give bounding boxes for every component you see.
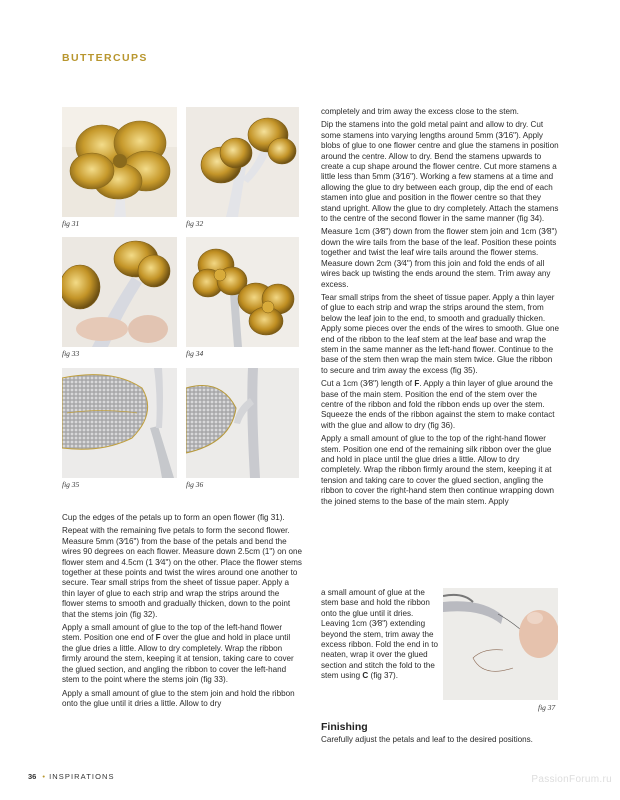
paragraph: completely and trim away the excess close to the stem. (321, 107, 519, 116)
paragraph: Cup the edges of the petals up to form an open flower (fig 31). (62, 513, 285, 522)
paragraph: Measure 1cm (3⁄8") down from the flower stem join and 1cm (3⁄8") down the wire tails from the base of the leaf. Position these points together and twist the leaf wire tails around the flower stems. Measure down 2cm (3⁄4") from this join and fold the ends of all wires back up twisting the ends around the stem. Trim away any excess. (321, 227, 558, 289)
page-footer (28, 772, 115, 781)
photo-fig-32 (186, 107, 299, 217)
paragraph: Carefully adjust the petals and leaf to the desired positions. (321, 735, 533, 745)
right-column-text (321, 107, 559, 507)
paragraph: Dip the stamens into the gold metal paint and allow to dry. Cut some stamens into varying lengths around 5mm (3⁄16"). Apply blobs of glue to one flower centre and glue the stamens in position around the centre. Allow to dry. Bend the stamens upwards to create a cup shape around the flower centre. Cut more stamens a little less than 5mm (3⁄16"). Working a few stamens at a time and allowing the glue to dry between each group, dip the end of each stamen into glue and position in the flower centre so that they stand upright. Allow the glue to dry completely. Attach the stamens to the centre of the second flower in the same manner (fig 34). (321, 120, 559, 224)
caption-fig-32: fig 32 (186, 219, 204, 228)
photo-fig-34 (186, 237, 299, 347)
photo-fig-36 (186, 368, 299, 478)
watermark: PassionForum.ru (531, 774, 612, 785)
section-title: BUTTERCUPS (62, 52, 148, 64)
paragraph: a small amount of glue at the stem base and hold the ribbon onto the glue until it dries. Leaving 1cm (3⁄8") extending beyond the stem, trim away the excess ribbon. Fold the end in to neaten, wrap it over the glued section and stitch the fold to the stem using C (fig 37). (321, 588, 438, 681)
photo-fig-37 (443, 588, 558, 700)
paragraph: Apply a small amount of glue to the top of the right-hand flower stem. Position one end of the remaining silk ribbon over the glue and hold in place until the glue dries a little. Allow to dry completely. Wrap the ribbon firmly around the stem, keeping it at tension and taking care to cover the glued section, angling the ribbon to cover the right-hand stem then continue wrapping down the joined stems to the base of the main stem. Apply (321, 434, 555, 506)
paragraph: Cut a 1cm (3⁄8") length of F. Apply a thin layer of glue around the base of the main stem. Position the end of the stem over the centre of the ribbon and fold the ribbon ends up over the stem. Squeeze the ends of the ribbon against the stem to make contact with the glue and allow to dry (fig 36). (321, 379, 555, 430)
caption-fig-31: fig 31 (62, 219, 80, 228)
caption-fig-33: fig 33 (62, 349, 80, 358)
photo-fig-33 (62, 237, 177, 347)
paragraph: Repeat with the remaining five petals to form the second flower. Measure 5mm (3⁄16") from the base of the petals and bend the wires 90 degrees on each flower. Measure down 2.5cm (1") on one flower stem and 4.5cm (1 3⁄4") on the other. Place the flower stems together at these points and twist the wires around one another to secure. Tear small strips from the sheet of tissue paper. Apply a thin layer of glue to each strip and wrap the strips around the flower stems to smooth and gradually thicken, down to the point that the stems join (fig 32). (62, 526, 302, 619)
footer-separator: • (42, 772, 47, 781)
paragraph: Apply a small amount of glue to the top of the left-hand flower stem. Position one end of F over the glue and hold in place until the glue dries a little. Allow to dry completely. Wrap the ribbon firmly around the stem, keeping it at tension, taking care to cover the glued section, and angling the ribbon to cover the left-hand stem to the point where the stems join (fig 33). (62, 623, 294, 685)
finishing-heading: Finishing (321, 721, 368, 733)
caption-fig-34: fig 34 (186, 349, 204, 358)
paragraph: Tear small strips from the sheet of tissue paper. Apply a thin layer of glue to each strip and wrap the strips around the stem, from below the leaf join to the end, to smooth and gradually thicken. Apply some pieces over the ends of the wires to smooth. Glue one end of the ribbon to the leaf stem at the leaf base and wrap the stem in the same manner as the left-hand flower. Continue to the base of the stem then wrap the main stem twice. Glue the ribbon to secure and trim away the excess (fig 35). (321, 292, 559, 375)
photo-fig-31 (62, 107, 177, 217)
page-number: 36 (28, 772, 37, 781)
right-column-wrap-text (321, 588, 439, 685)
finishing-section (321, 720, 559, 749)
magazine-name: INSPIRATIONS (49, 772, 115, 781)
left-column-text (62, 513, 302, 712)
caption-fig-37: fig 37 (538, 703, 556, 712)
paragraph: Apply a small amount of glue to the stem join and hold the ribbon onto the glue until it dries a little. Allow to dry (62, 688, 295, 708)
photo-fig-35 (62, 368, 177, 478)
caption-fig-35: fig 35 (62, 480, 80, 489)
caption-fig-36: fig 36 (186, 480, 204, 489)
